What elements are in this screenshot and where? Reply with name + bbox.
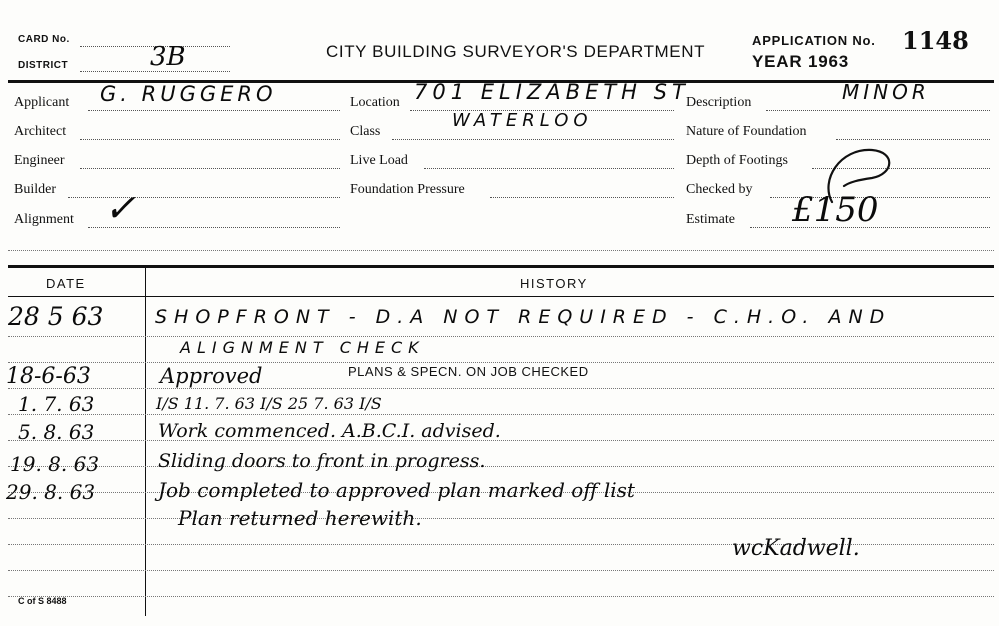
applicant-line xyxy=(88,110,340,111)
entry-date: 29. 8. 63 xyxy=(6,480,96,504)
entry-text: Plan returned herewith. xyxy=(178,506,422,530)
district-label: DISTRICT xyxy=(18,60,69,71)
class-value: WATERLOO xyxy=(452,110,593,131)
alignment-check-mark: ✓ xyxy=(104,186,136,230)
ruled-line xyxy=(8,414,994,415)
nature-of-foundation-label: Nature of Foundation xyxy=(686,124,807,139)
application-number: 1148 xyxy=(902,26,969,55)
history-header-rule xyxy=(8,296,994,297)
entry-date: 19. 8. 63 xyxy=(10,452,100,476)
architect-label: Architect xyxy=(14,124,67,139)
entry-date: 18-6-63 xyxy=(6,364,91,389)
entry-text: Sliding doors to front in progress. xyxy=(158,450,486,472)
date-column-header: DATE xyxy=(46,276,86,291)
estimate-pen-stroke xyxy=(810,140,900,230)
entry-date: 28 5 63 xyxy=(8,302,104,331)
alignment-label: Alignment xyxy=(14,212,74,227)
entry-text: SHOPFRONT - D.A NOT REQUIRED - C.H.O. AND xyxy=(155,306,892,328)
engineer-label: Engineer xyxy=(14,153,65,168)
page-title: CITY BUILDING SURVEYOR'S DEPARTMENT xyxy=(326,42,706,61)
entry-text: Work commenced. A.B.C.I. advised. xyxy=(158,420,501,442)
applicant-label: Applicant xyxy=(14,95,70,110)
ruled-line xyxy=(8,336,994,337)
fields-bottom-dotted xyxy=(8,250,994,251)
location-value: 701 ELIZABETH ST xyxy=(414,80,690,104)
engineer-line xyxy=(80,168,340,169)
location-label: Location xyxy=(350,95,400,110)
description-value: MINOR xyxy=(842,80,930,104)
entry-date: 5. 8. 63 xyxy=(18,420,95,444)
ruled-line xyxy=(8,440,994,441)
application-label: APPLICATION No. xyxy=(752,33,876,48)
year-label: YEAR 1963 xyxy=(752,52,849,71)
form-code: C of S 8488 xyxy=(18,596,67,606)
card-no-label: CARD No. xyxy=(18,34,70,45)
ruled-line xyxy=(8,388,994,389)
ruled-line xyxy=(8,518,994,519)
district-value: 3B xyxy=(150,42,186,72)
depth-of-footings-label: Depth of Footings xyxy=(686,153,788,168)
class-label: Class xyxy=(350,124,381,139)
class-line xyxy=(392,139,674,140)
history-top-rule xyxy=(8,265,994,268)
signature: wcKadwell. xyxy=(732,536,860,561)
applicant-value: G. RUGGERO xyxy=(100,82,277,106)
ruled-line xyxy=(8,466,994,467)
ruled-line xyxy=(8,570,994,571)
builder-label: Builder xyxy=(14,182,56,197)
entry-text: ALIGNMENT CHECK xyxy=(180,338,425,357)
ruled-line xyxy=(8,596,994,597)
entry-text: I/S 11. 7. 63 I/S 25 7. 63 I/S xyxy=(156,394,382,413)
checked-by-label: Checked by xyxy=(686,182,753,197)
date-column-divider xyxy=(145,268,146,616)
foundation-pressure-line xyxy=(490,197,674,198)
live-load-label: Live Load xyxy=(350,153,408,168)
ruled-line xyxy=(8,362,994,363)
description-label: Description xyxy=(686,95,752,110)
description-line xyxy=(766,110,990,111)
plans-checked-stamp: PLANS & SPECN. ON JOB CHECKED xyxy=(348,364,589,379)
foundation-pressure-label: Foundation Pressure xyxy=(350,182,465,197)
architect-line xyxy=(80,139,340,140)
entry-text: Job completed to approved plan marked off list xyxy=(158,478,635,502)
entry-date: 1. 7. 63 xyxy=(18,392,95,416)
estimate-value: £150 xyxy=(792,190,879,230)
live-load-line xyxy=(424,168,674,169)
history-column-header: HISTORY xyxy=(520,276,588,291)
estimate-label: Estimate xyxy=(686,212,735,227)
entry-text: Approved xyxy=(160,364,263,388)
